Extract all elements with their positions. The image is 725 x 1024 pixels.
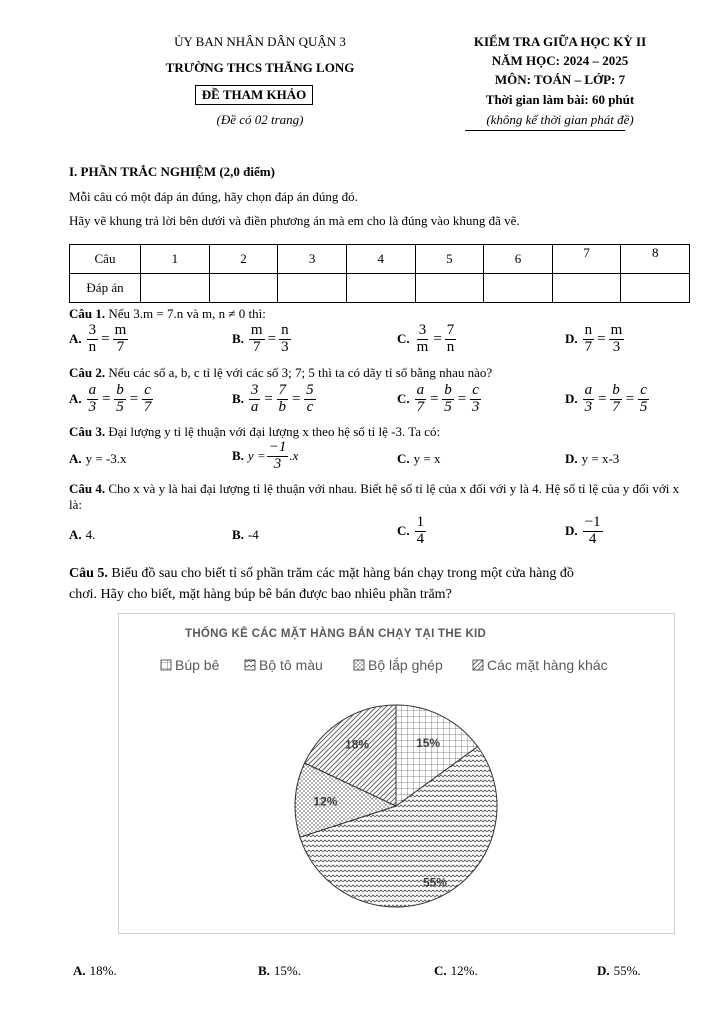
question-label: Câu 1. (69, 306, 106, 321)
numerator: m (610, 322, 623, 338)
table-cell-num: 2 (209, 245, 278, 274)
q5-option-d[interactable] (597, 963, 641, 979)
section-title: I. PHẦN TRẮC NGHIỆM (2,0 điểm) (69, 164, 275, 179)
fraction (638, 383, 650, 416)
option-text: y = x-3 (581, 451, 620, 466)
question-5-line2: chơi. Hãy cho biết, mặt hàng búp bê bán được bao nhiêu phần trăm? (69, 587, 452, 602)
denominator: 5 (444, 398, 452, 415)
equals-sign: = (429, 390, 440, 407)
denominator: 3 (273, 455, 282, 472)
option-text: .x (289, 448, 299, 464)
denominator: b (278, 398, 287, 415)
fraction (583, 515, 603, 548)
fraction (267, 440, 289, 473)
denominator: 4 (588, 530, 597, 547)
q1-option-a[interactable] (69, 323, 129, 356)
denominator: n (446, 338, 455, 355)
q1-option-b[interactable] (232, 323, 292, 356)
question-text: Đại lượng y tỉ lệ thuận với đại lượng x theo hệ số tỉ lệ -3. Ta có: (105, 424, 441, 439)
answer-cell[interactable] (141, 274, 210, 303)
denominator: 3 (88, 398, 97, 415)
q3-option-a[interactable] (69, 451, 127, 467)
numerator: m (114, 322, 127, 338)
table-cell-num: 8 (621, 245, 690, 274)
answer-cell[interactable] (415, 274, 484, 303)
equals-sign: = (267, 330, 277, 347)
q5-option-b[interactable] (258, 963, 301, 979)
legend-swatch (245, 660, 255, 670)
numerator: −1 (268, 439, 287, 455)
q1-option-c[interactable] (397, 323, 457, 356)
fraction (445, 323, 457, 356)
denominator: 5 (639, 398, 648, 415)
q3-option-c[interactable] (397, 451, 440, 467)
fraction (583, 323, 595, 356)
school-name: TRƯỜNG THCS THĂNG LONG (165, 60, 355, 75)
option-text: y = -3.x (85, 451, 127, 466)
fraction (609, 323, 625, 356)
q4-option-b[interactable] (232, 527, 259, 543)
data-label: 15% (416, 736, 441, 751)
data-label: 55% (422, 875, 447, 890)
school-district: ỦY BAN NHÂN DÂN QUẬN 3 (174, 34, 346, 49)
fraction (415, 515, 427, 548)
q2-option-a[interactable] (69, 383, 154, 416)
fraction (249, 383, 261, 416)
option-text: 15%. (273, 963, 302, 978)
instruction-1: Mỗi câu có một đáp án đúng, hãy chọn đáp án đúng đó. (69, 189, 358, 204)
denominator: c (306, 398, 314, 415)
q4-option-d[interactable] (565, 515, 604, 548)
fraction (442, 383, 454, 416)
answer-cell[interactable] (278, 274, 347, 303)
option-label: B. (232, 527, 244, 542)
option-text: 18%. (89, 963, 117, 978)
option-label: A. (73, 963, 86, 978)
exam-type-box: ĐỀ THAM KHẢO (195, 85, 313, 105)
legend-label: Các mặt hàng khác (487, 657, 608, 673)
header-underline (465, 130, 625, 131)
option-label: B. (258, 963, 270, 978)
pie-chart-container (118, 613, 675, 934)
numerator: 5 (306, 382, 314, 398)
equals-sign: = (624, 390, 635, 407)
numerator: 1 (416, 514, 425, 530)
option-label: D. (597, 963, 610, 978)
question-text: Nếu 3.m = 7.n và m, n ≠ 0 thì: (105, 306, 266, 321)
option-label: A. (69, 527, 82, 542)
denominator: 3 (471, 398, 480, 415)
chart-legend (161, 657, 608, 673)
question-label: Câu 2. (69, 365, 106, 380)
page-count-note: (Đề có 02 trang) (216, 112, 304, 127)
denominator: 5 (116, 398, 124, 415)
question-2 (69, 365, 492, 381)
fraction (415, 323, 431, 356)
answer-cell[interactable] (484, 274, 553, 303)
option-label: D. (565, 451, 578, 466)
table-cell-num: 6 (484, 245, 553, 274)
equals-sign: = (101, 330, 110, 347)
numerator: a (416, 382, 425, 398)
q5-option-a[interactable] (73, 963, 117, 979)
legend-label: Búp bê (175, 657, 220, 673)
q3-option-b[interactable] (232, 440, 298, 473)
answer-cell[interactable] (209, 274, 278, 303)
table-cell-num: 7 (552, 245, 621, 274)
numerator: 7 (278, 382, 287, 398)
fraction (113, 323, 129, 356)
table-head-question: Câu (70, 245, 141, 274)
answer-table (69, 244, 690, 303)
duration-note: (không kể thời gian phát đề) (486, 112, 634, 127)
numerator: n (281, 322, 289, 338)
equals-sign: = (456, 390, 467, 407)
numerator: b (612, 382, 620, 398)
numerator: b (444, 382, 452, 398)
option-text: -4 (247, 527, 259, 542)
question-label: Câu 4. (69, 481, 106, 496)
fraction (249, 323, 265, 356)
equals-sign: = (597, 390, 608, 407)
equals-sign: = (291, 390, 302, 407)
numerator: c (144, 382, 151, 398)
pie-chart (119, 614, 674, 933)
option-label: B. (232, 391, 244, 407)
data-label: 18% (345, 737, 370, 752)
answer-cell[interactable] (621, 274, 690, 303)
option-text: 4. (85, 527, 96, 542)
q2-option-b[interactable] (232, 383, 317, 416)
denominator: m (416, 338, 429, 355)
q2-option-d[interactable] (565, 383, 650, 416)
denominator: 3 (281, 338, 289, 355)
fraction (142, 383, 154, 416)
numerator: 3 (418, 322, 427, 338)
option-label: C. (434, 963, 447, 978)
equals-sign: = (101, 390, 112, 407)
question-text: Cho x và y là hai đại lượng tỉ lệ thuận với nhau. Biết hệ số tỉ lệ của x đối với y là 4. Hệ số tỉ lệ của y đối với x là: (69, 481, 680, 512)
legend-swatch (354, 660, 364, 670)
question-1 (69, 306, 266, 322)
school-year: NĂM HỌC: 2024 – 2025 (491, 53, 629, 68)
fraction (87, 383, 99, 416)
numerator: c (472, 382, 479, 398)
option-label: A. (69, 331, 82, 347)
fraction (114, 383, 126, 416)
equals-sign: = (128, 390, 139, 407)
table-cell-num: 4 (346, 245, 415, 274)
fraction (415, 383, 427, 416)
option-label: C. (397, 451, 410, 466)
numerator: m (250, 322, 263, 338)
denominator: 7 (416, 398, 425, 415)
table-head-answer: Đáp án (70, 274, 141, 303)
q5-option-c[interactable] (434, 963, 478, 979)
data-label: 12% (313, 794, 338, 809)
numerator: a (88, 382, 97, 398)
fraction (470, 383, 482, 416)
chart-title: THỐNG KÊ CÁC MẶT HÀNG BÁN CHẠY TẠI THE KID (185, 628, 487, 640)
duration: Thời gian làm bài: 60 phút (485, 92, 635, 107)
equals-sign: = (597, 330, 606, 347)
q3-option-d[interactable] (565, 451, 619, 467)
option-label: D. (565, 391, 578, 407)
subject-grade: MÔN: TOÁN – LỚP: 7 (494, 72, 626, 87)
question-label: Câu 3. (69, 424, 106, 439)
q4-option-c[interactable] (397, 515, 427, 548)
denominator: 7 (116, 338, 125, 355)
fraction (304, 383, 316, 416)
option-label: B. (232, 448, 244, 464)
q4-option-a[interactable] (69, 527, 95, 543)
equals-sign: = (433, 330, 442, 347)
option-label: A. (69, 451, 82, 466)
equals-sign: = (263, 390, 274, 407)
option-text: 12%. (450, 963, 478, 978)
denominator: 7 (253, 338, 261, 355)
option-text: 55%. (613, 963, 641, 978)
question-label: Câu 5. (69, 566, 108, 581)
question-3 (69, 424, 440, 440)
option-text: y = (247, 448, 266, 464)
q1-option-d[interactable] (565, 323, 625, 356)
question-4 (69, 481, 694, 513)
fraction (583, 383, 595, 416)
numerator: n (584, 322, 593, 338)
fraction (277, 383, 289, 416)
denominator: 7 (143, 398, 152, 415)
legend-swatch (161, 660, 171, 670)
answer-cell[interactable] (552, 274, 621, 303)
fraction (87, 323, 99, 356)
question-text: Nếu các số a, b, c tỉ lệ với các số 3; 7; 5 thì ta có dãy tỉ số bằng nhau nào? (105, 365, 493, 380)
numerator: a (584, 382, 593, 398)
legend-swatch (473, 660, 483, 670)
instruction-2: Hãy vẽ khung trả lời bên dưới và điền phương án mà em cho là đúng vào khung đã vẽ. (69, 213, 520, 228)
option-label: C. (397, 523, 410, 539)
option-text: y = x (413, 451, 441, 466)
numerator: 7 (446, 322, 455, 338)
option-label: D. (565, 523, 578, 539)
answer-table-header-row (70, 245, 690, 274)
legend-label: Bộ tô màu (259, 657, 323, 673)
fraction (610, 383, 622, 416)
denominator: a (250, 398, 259, 415)
option-label: A. (69, 391, 82, 407)
denominator: n (88, 338, 97, 355)
option-label: C. (397, 391, 410, 407)
table-cell-num: 1 (141, 245, 210, 274)
numerator: b (116, 382, 124, 398)
denominator: 3 (612, 338, 621, 355)
numerator: 3 (88, 322, 97, 338)
option-label: D. (565, 331, 578, 347)
denominator: 4 (416, 530, 425, 547)
table-cell-num: 5 (415, 245, 484, 274)
option-label: C. (397, 331, 410, 347)
exam-title: KIỂM TRA GIỮA HỌC KỲ II (473, 34, 647, 49)
denominator: 3 (584, 398, 593, 415)
question-5 (69, 566, 574, 582)
question-text: Biểu đồ sau cho biết tỉ số phần trăm các mặt hàng bán chạy trong một cửa hàng đồ (107, 566, 574, 581)
legend-label: Bộ lắp ghép (368, 657, 443, 673)
q2-option-c[interactable] (397, 383, 482, 416)
denominator: 7 (584, 338, 593, 355)
table-cell-num: 3 (278, 245, 347, 274)
numerator: c (640, 382, 647, 398)
answer-table-answer-row (70, 274, 690, 303)
numerator: −1 (584, 514, 601, 530)
option-label: B. (232, 331, 244, 347)
numerator: 3 (250, 382, 259, 398)
denominator: 7 (612, 398, 620, 415)
answer-cell[interactable] (346, 274, 415, 303)
fraction (279, 323, 291, 356)
